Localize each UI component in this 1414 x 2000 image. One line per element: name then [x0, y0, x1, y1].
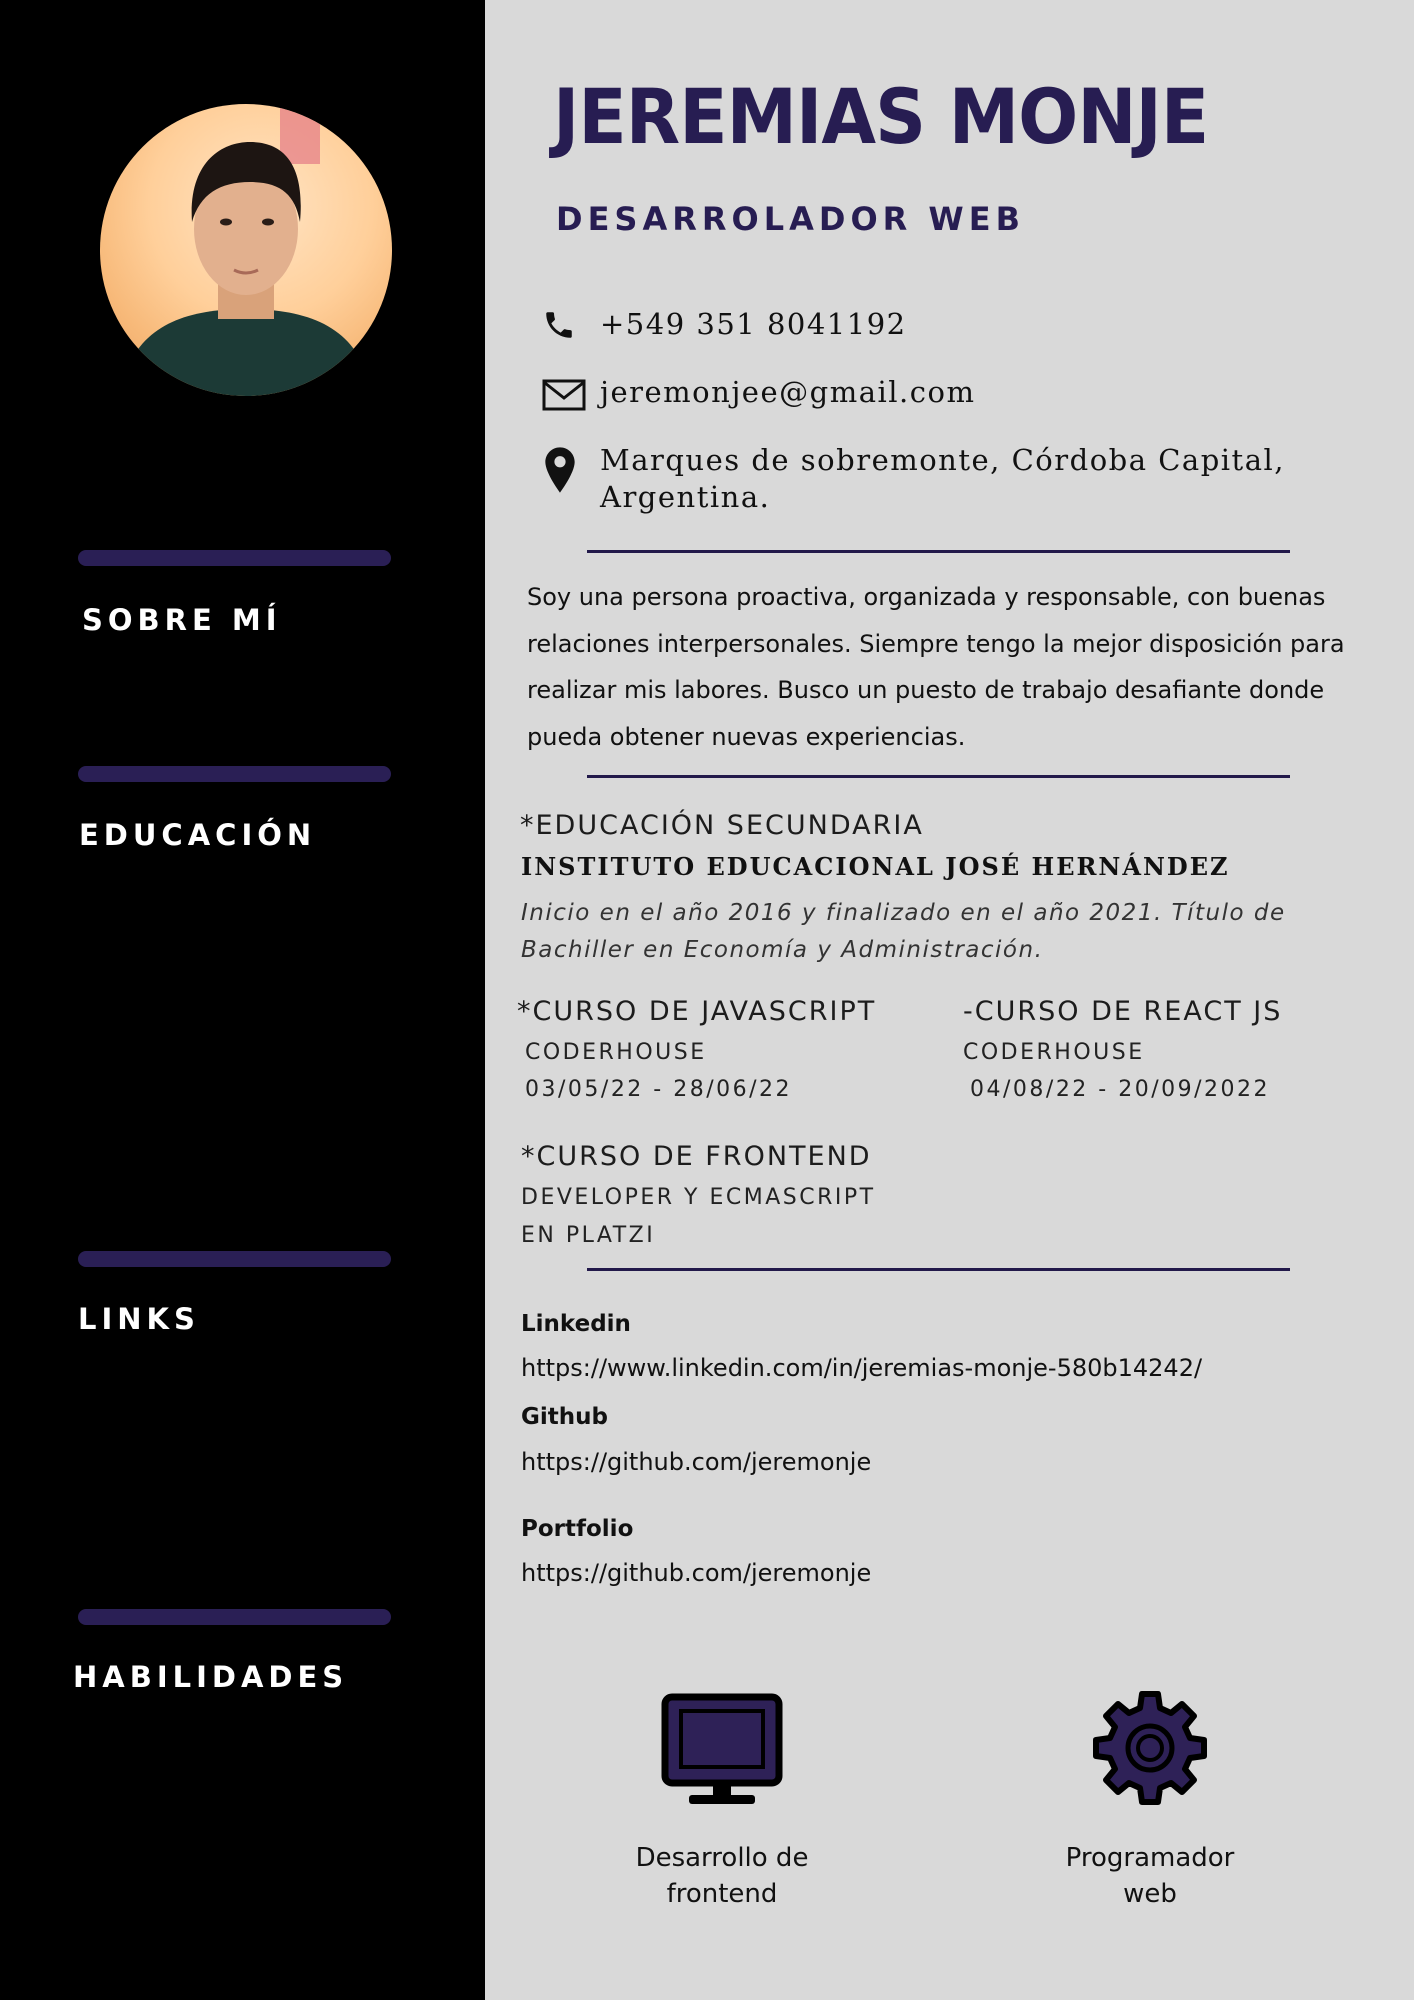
phone-text[interactable]: +549 351 8041192 — [600, 307, 907, 341]
section-bar-education — [78, 766, 391, 782]
job-title: DESARROLADOR WEB — [556, 200, 1025, 238]
link-label-github: Github — [521, 1404, 608, 1430]
section-label-skills: HABILIDADES — [73, 1660, 349, 1694]
address-line-1: Marques de sobremonte, Córdoba Capital, — [600, 443, 1285, 477]
address-text — [600, 442, 1285, 516]
link-github[interactable]: https://github.com/jeremonje — [521, 1448, 872, 1476]
section-bar-about — [78, 550, 391, 566]
course-dates: 04/08/22 - 20/09/2022 — [970, 1077, 1271, 1102]
course-provider-2: EN PLATZI — [521, 1223, 656, 1248]
education-institution: INSTITUTO EDUCACIONAL JOSÉ HERNÁNDEZ — [521, 852, 1230, 881]
about-text: Soy una persona proactiva, organizada y responsable, con buenas relaciones interpersonales. Siempre tengo la mejor disposición para realizar mis labores. Busco un puesto de trabajo desafiante donde pueda obtener nuevas experiencias. — [527, 583, 1345, 751]
envelope-icon — [542, 378, 586, 412]
skill-label: Programador web — [1065, 1843, 1235, 1909]
profile-photo — [100, 104, 392, 396]
education-details: Inicio en el año 2016 y finalizado en el año 2021. Título de Bachiller en Economía y Administración. — [521, 900, 1286, 963]
page-title: JEREMIAS MONJE — [553, 72, 1209, 161]
sidebar — [0, 0, 485, 2000]
section-label-links: LINKS — [78, 1302, 200, 1336]
address-line-2: Argentina. — [600, 480, 771, 514]
skill-label: Desarrollo de frontend — [635, 1843, 809, 1909]
course-title: *CURSO DE JAVASCRIPT — [517, 996, 877, 1027]
section-bar-skills — [78, 1609, 391, 1625]
course-provider: CODERHOUSE — [525, 1040, 707, 1065]
email-text[interactable]: jeremonjee@gmail.com — [600, 375, 976, 409]
course-title: -CURSO DE REACT JS — [963, 996, 1283, 1027]
course-provider: CODERHOUSE — [963, 1040, 1145, 1065]
divider — [587, 775, 1290, 778]
link-portfolio[interactable]: https://github.com/jeremonje — [521, 1559, 872, 1587]
link-label-portfolio: Portfolio — [521, 1516, 634, 1542]
location-pin-icon — [544, 446, 576, 494]
section-bar-links — [78, 1251, 391, 1267]
divider — [587, 1268, 1290, 1271]
portrait-image — [100, 104, 392, 396]
divider — [587, 550, 1290, 553]
section-label-education: EDUCACIÓN — [79, 818, 317, 852]
monitor-icon — [661, 1693, 783, 1807]
link-label-linkedin: Linkedin — [521, 1311, 631, 1337]
education-title: *EDUCACIÓN SECUNDARIA — [520, 810, 924, 841]
course-provider: DEVELOPER Y ECMASCRIPT — [521, 1185, 876, 1210]
gear-icon — [1092, 1690, 1208, 1806]
phone-icon — [542, 306, 576, 344]
link-linkedin[interactable]: https://www.linkedin.com/in/jeremias-monje-580b14242/ — [521, 1354, 1203, 1382]
course-title: *CURSO DE FRONTEND — [521, 1141, 872, 1172]
section-label-about: SOBRE MÍ — [82, 603, 282, 637]
course-dates: 03/05/22 - 28/06/22 — [525, 1077, 793, 1102]
